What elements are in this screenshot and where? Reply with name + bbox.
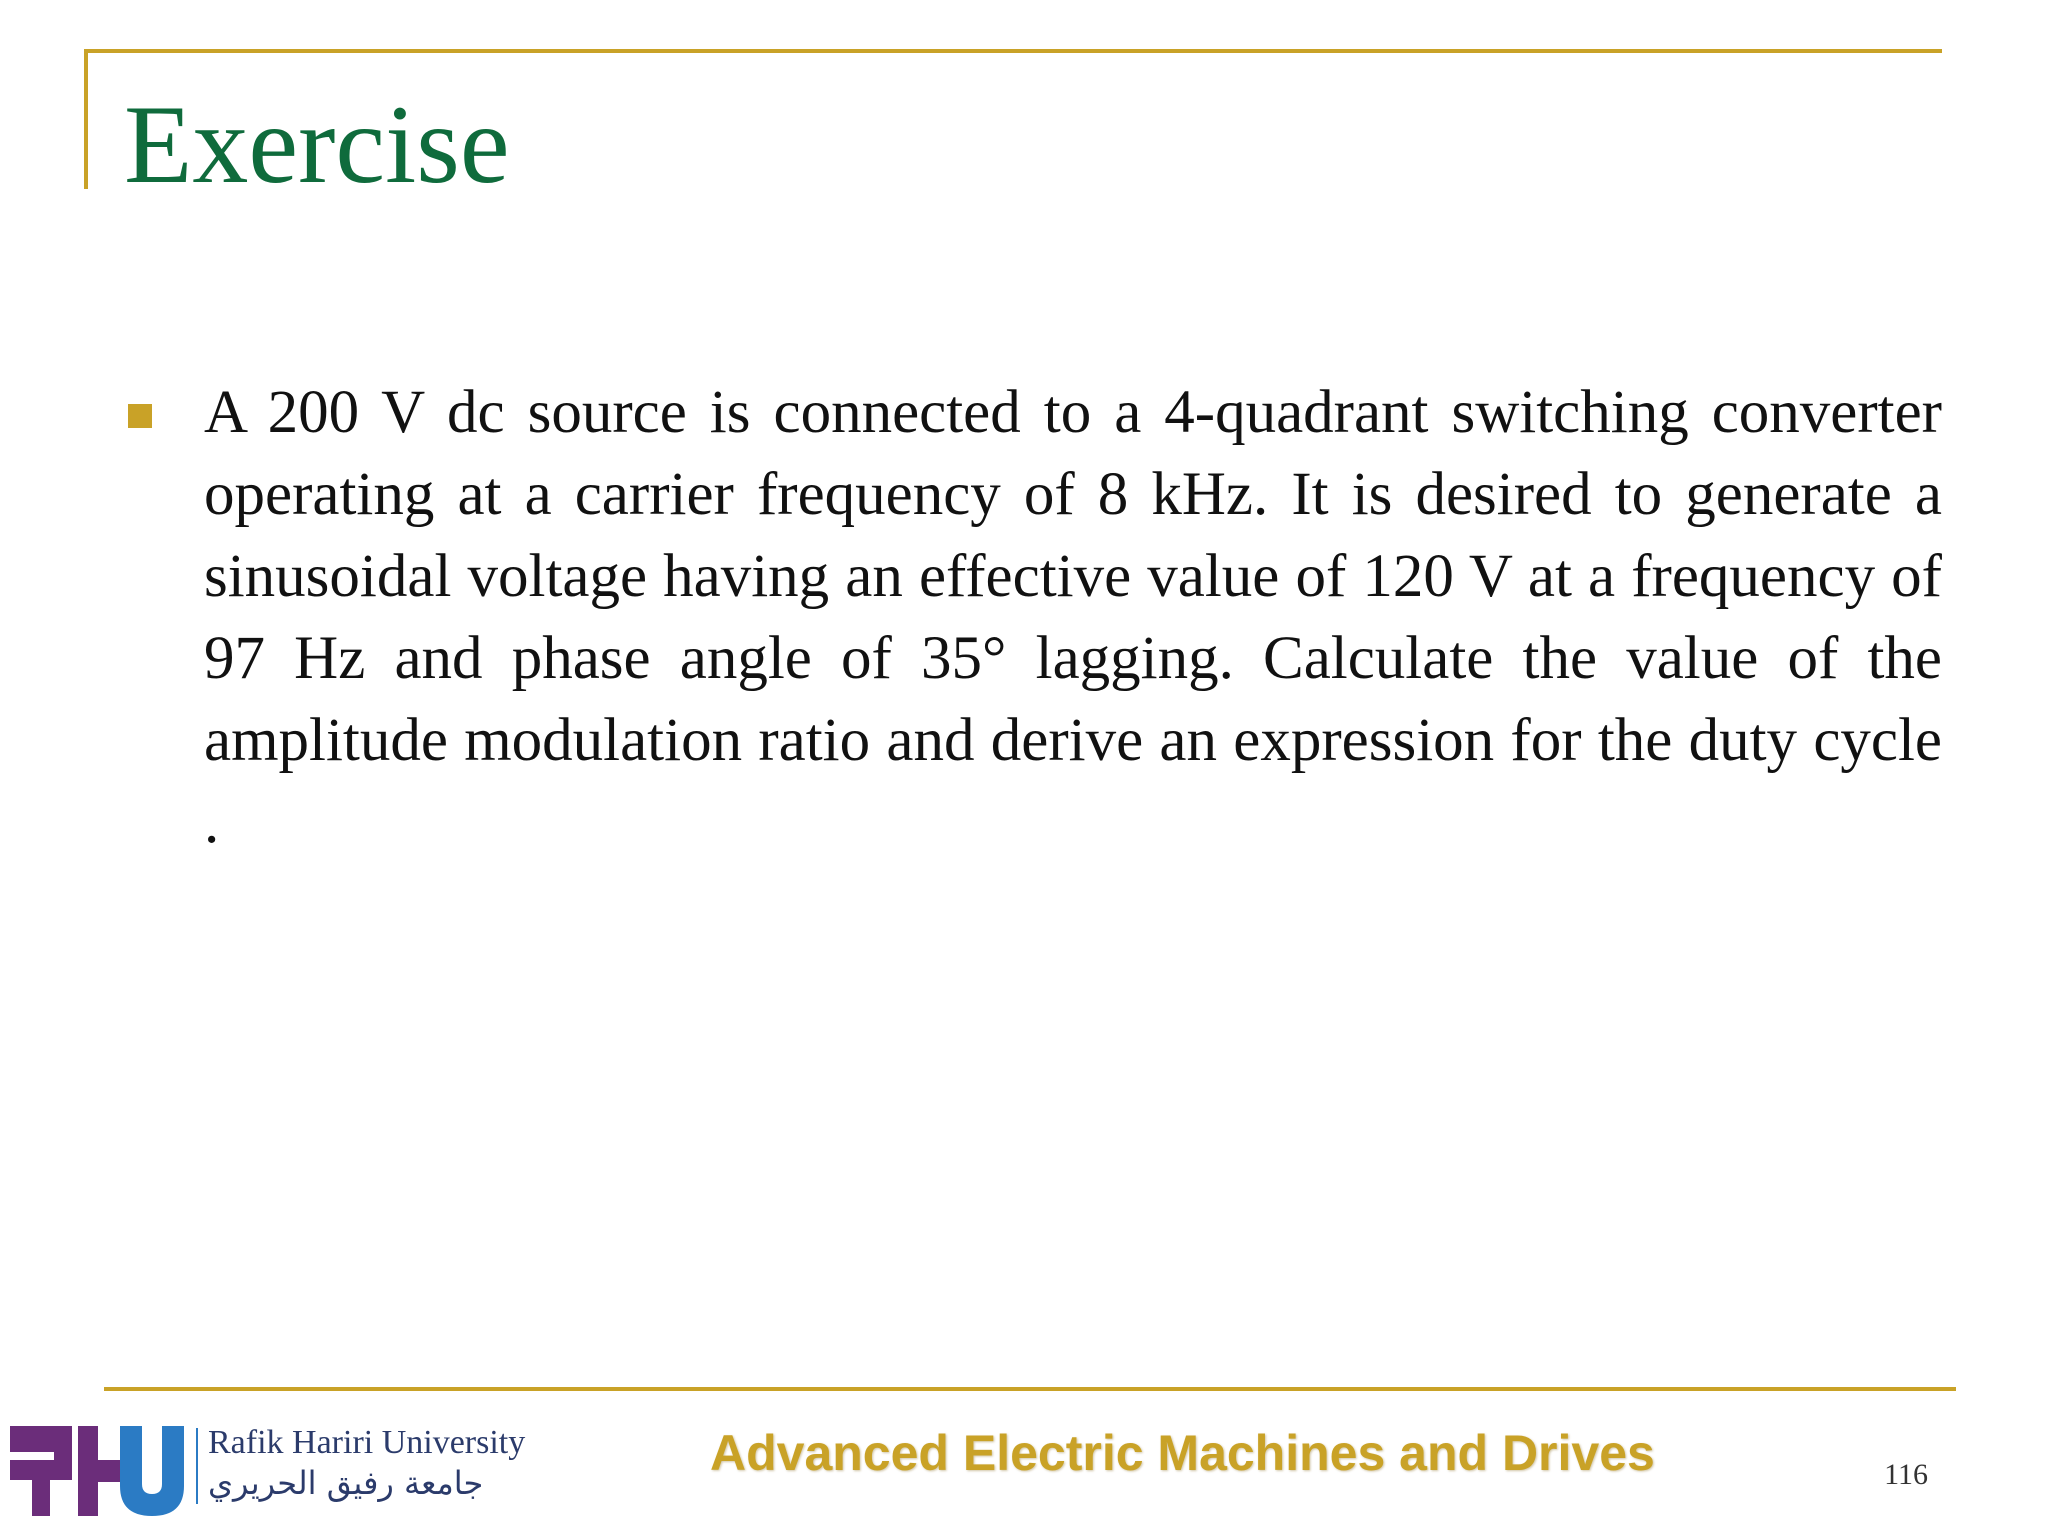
title-frame-left-rule	[84, 49, 88, 189]
title-frame-top-rule	[84, 49, 1942, 53]
logo-divider	[196, 1428, 198, 1504]
rhu-logo-icon	[10, 1418, 210, 1518]
page-number: 116	[1884, 1458, 1928, 1491]
university-name-english: Rafik Hariri University	[208, 1424, 526, 1461]
footer-rule	[104, 1387, 1956, 1391]
university-logo	[10, 1418, 580, 1518]
bullet-text: A 200 V dc source is connected to a 4-quadrant switching converter operating at a carrier frequency of 8 kHz. It is desired to generate a sinusoidal voltage having an effective value of 120 V at a frequency of 97 Hz and phase angle of 35° lagging. Calculate the value of the amplitude modulation ratio and derive an expression for the duty cycle .	[204, 379, 1942, 856]
university-name-arabic: جامعة رفيق الحريري	[208, 1464, 484, 1502]
course-title: Advanced Electric Machines and Drives	[710, 1425, 1655, 1481]
square-bullet-icon	[128, 404, 152, 428]
slide-title: Exercise	[124, 83, 510, 207]
